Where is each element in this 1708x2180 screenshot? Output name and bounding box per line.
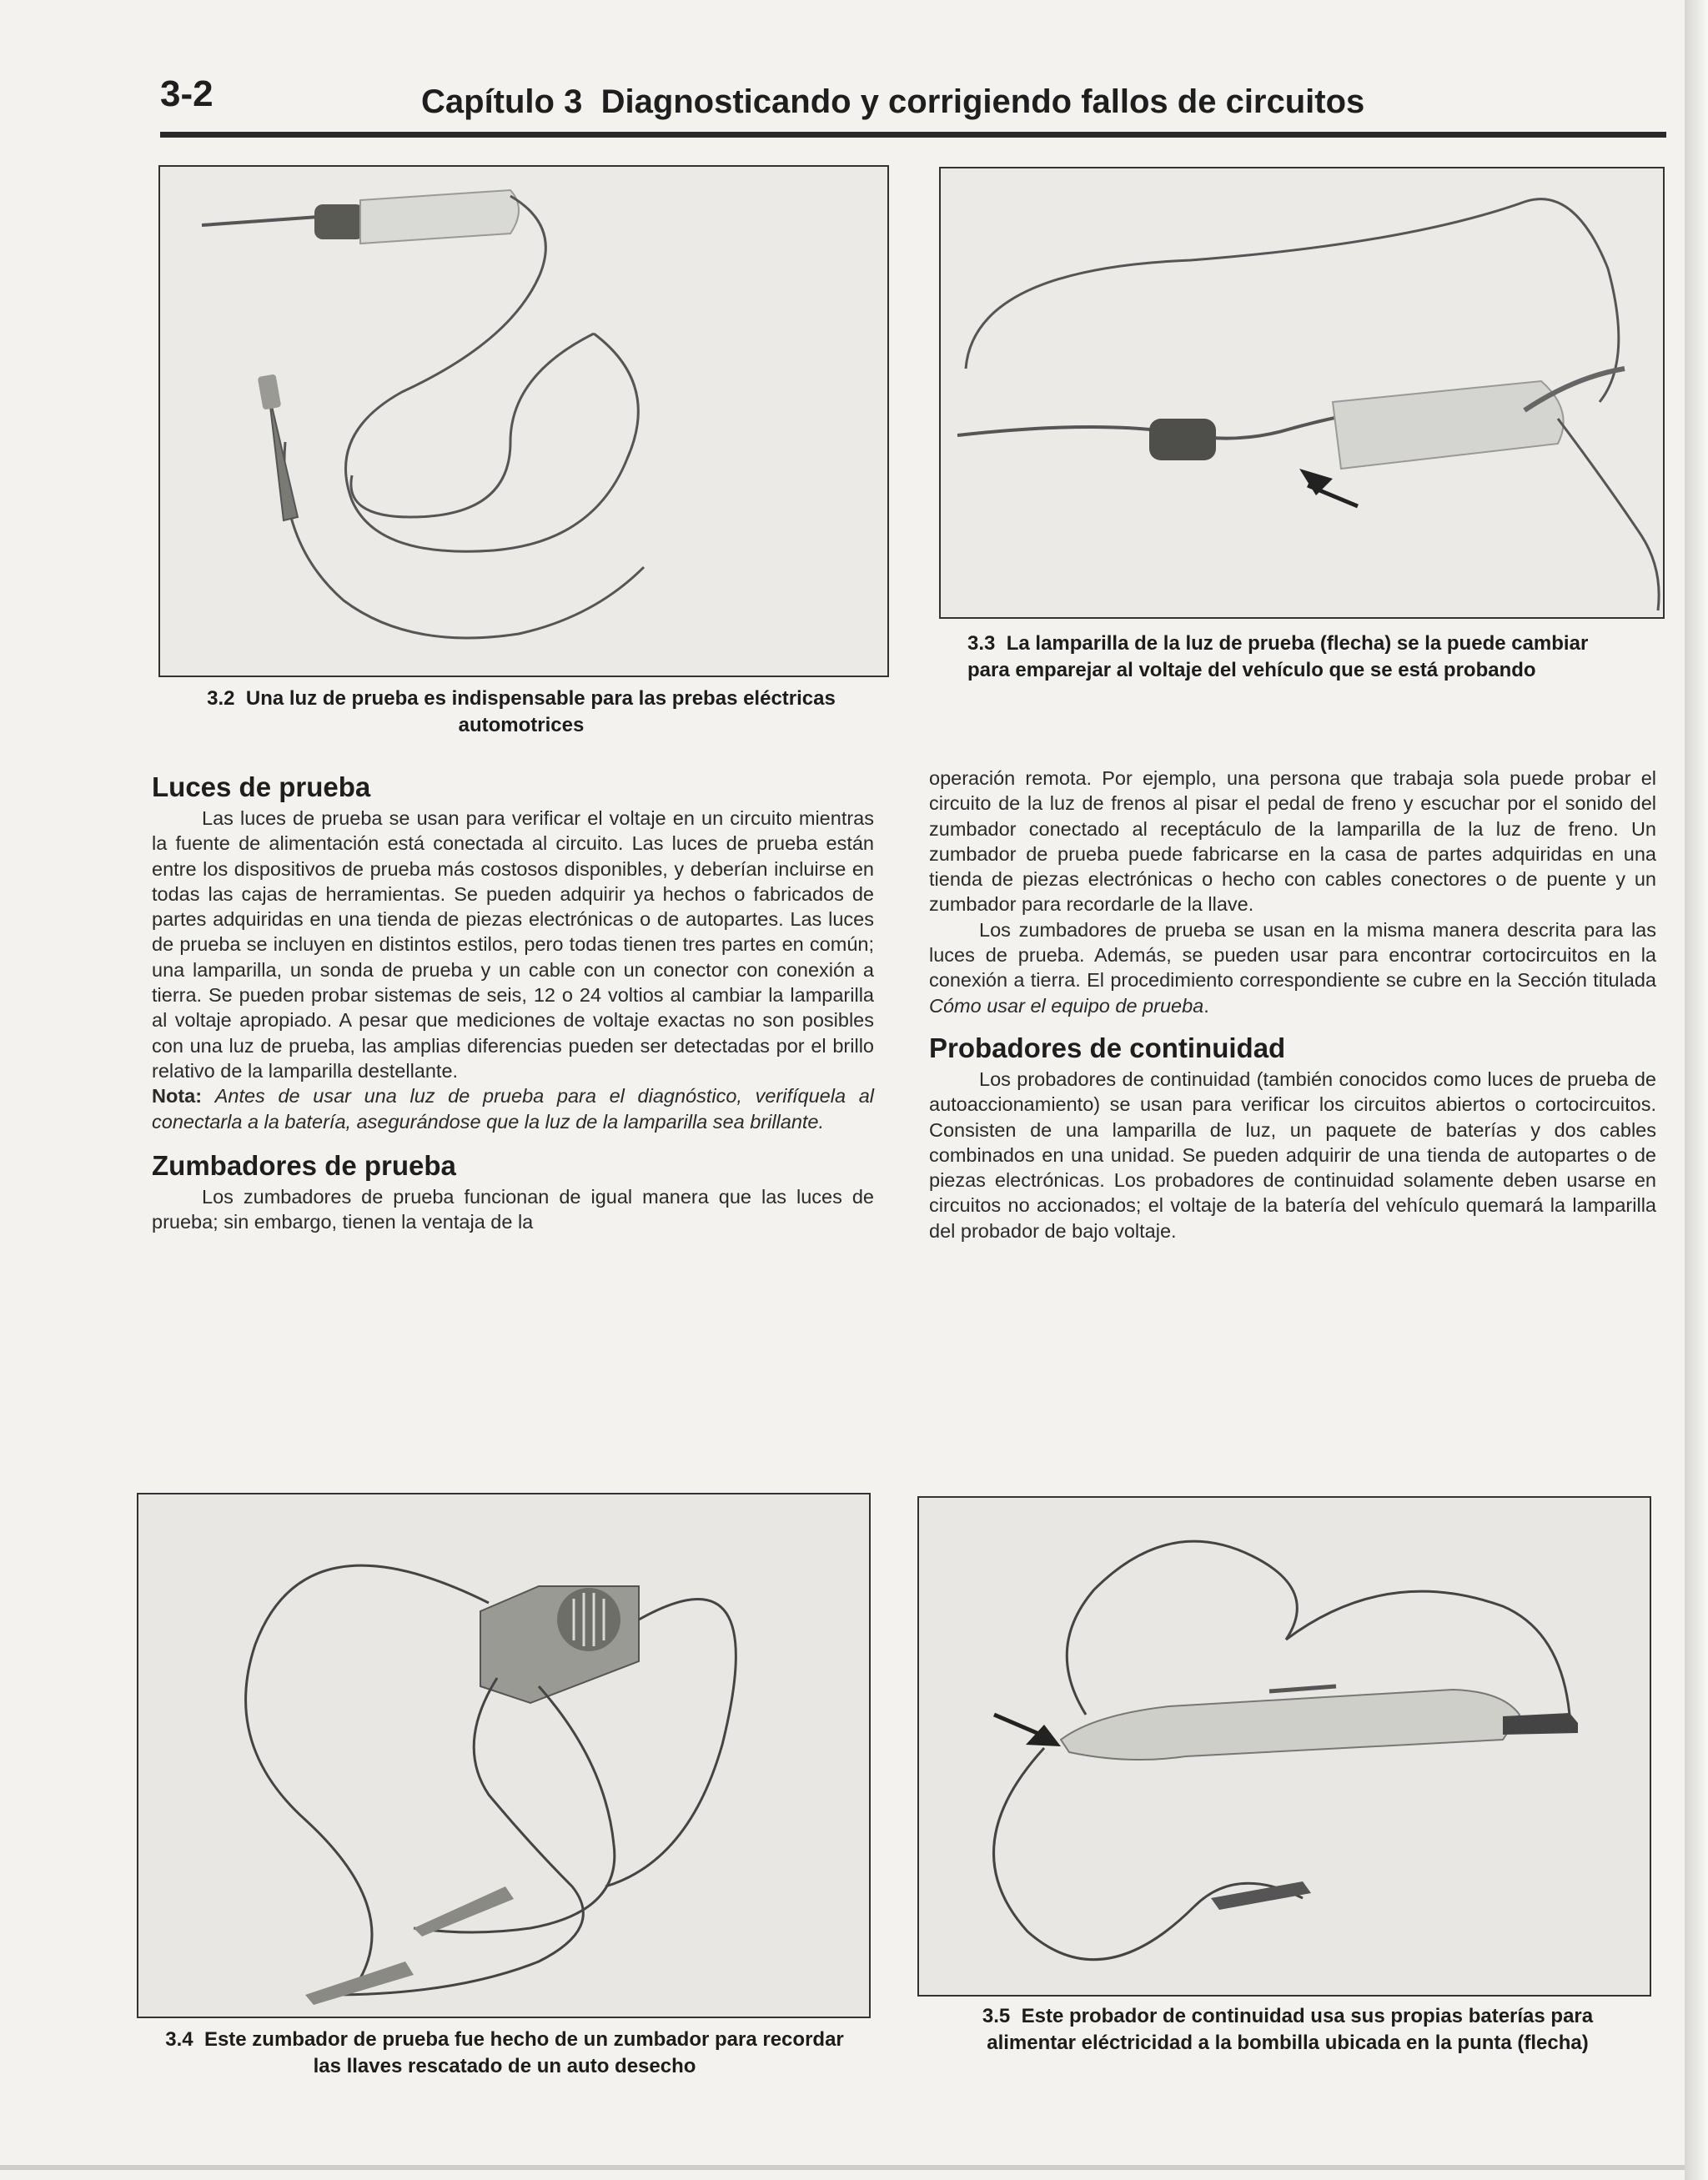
paragraph-text: Los zumbadores de prueba se usan en la misma manera descrita para las luces de prueba. Además, se pueden usar para encontrar cortocircuitos en la conexión a tierra. El procedimiento correspondiente se cubre en la Sección titulada	[929, 918, 1656, 992]
section-reference: Cómo usar el equipo de prueba	[929, 994, 1204, 1017]
test-buzzer-illustration	[138, 1494, 869, 2017]
caption-text: Una luz de prueba es indispensable para las prebas eléctricas automotrices	[245, 687, 836, 736]
page-number: 3-2	[160, 73, 214, 114]
figure-number: 3.3	[967, 632, 996, 655]
header-rule	[160, 132, 1666, 138]
figure-number: 3.2	[207, 687, 235, 710]
note-paragraph	[152, 1083, 874, 1134]
figure-3-5-caption	[939, 2003, 1636, 2057]
test-light-bulb-illustration	[941, 168, 1663, 617]
caption-text: La lamparilla de la luz de prueba (flecha) se la puede cambiar para emparejar al voltaje del vehículo que se está probando	[967, 632, 1589, 681]
page-bottom-shadow	[0, 2165, 1685, 2170]
paragraph	[929, 917, 1656, 1018]
figure-3-3-caption	[967, 630, 1635, 684]
figure-3-4-caption	[158, 2027, 851, 2080]
heading-probadores-de-continuidad: Probadores de continuidad	[929, 1032, 1286, 1063]
paragraph: Los zumbadores de prueba funcionan de igual manera que las luces de prueba; sin embargo, tienen la ventaja de la	[152, 1185, 874, 1233]
figure-3-5-photo	[917, 1496, 1651, 1997]
paragraph: Los probadores de continuidad (también conocidos como luces de prueba de autoaccionamiento) se usan para verificar los circuitos abiertos o cortocircuitos. Consisten de una lamparilla de luz, un paquete de baterías y dos cables combinados en una unidad. Se pueden adquirir de una tienda de autopartes o de piezas electrónicas. Los probadores de continuidad solamente deben usarse en circuitos no accionados; el voltaje de la batería del vehículo quemará la lamparilla del probador de bajo voltaje.	[929, 1067, 1656, 1242]
caption-text: Este zumbador de prueba fue hecho de un zumbador para recordar las llaves rescatado de un auto desecho	[203, 2028, 844, 2077]
note-label: Nota:	[152, 1085, 203, 1108]
heading-luces-de-prueba: Luces de prueba	[152, 771, 371, 802]
caption-text: Este probador de continuidad usa sus propias baterías para alimentar eléctricidad a la bombilla ubicada en la punta (flecha)	[987, 2005, 1594, 2054]
figure-number: 3.5	[982, 2005, 1011, 2027]
chapter-title: Capítulo 3 Diagnosticando y corrigiendo fallos de circuitos	[421, 83, 1365, 120]
figure-number: 3.4	[165, 2028, 193, 2051]
paragraph-end: .	[1203, 994, 1209, 1017]
figure-3-3-photo	[939, 167, 1665, 619]
continuity-tester-illustration	[919, 1498, 1650, 1995]
right-column	[929, 766, 1656, 1243]
note-text: Antes de usar una luz de prueba para el diagnóstico, verifíquela al conectarla a la batería, asegurándose que la luz de la lamparilla sea brillante.	[152, 1085, 874, 1133]
figure-3-4-photo	[137, 1493, 871, 2018]
left-column	[152, 769, 874, 1234]
figure-3-2-caption	[192, 686, 851, 739]
paragraph: Las luces de prueba se usan para verificar el voltaje en un circuito mientras la fuente de alimentación está conectada al circuito. Las luces de prueba están entre los dispositivos de prueba más costosos disponibles, y deberían incluirse en todas las cajas de herramientas. Se pueden adquirir ya hechos o fabricados de partes adquiridas en una tienda de piezas electrónicas o de autopartes. Las luces de prueba se incluyen en distintos estilos, pero todas tienen tres partes en común; una lamparilla, un sonda de prueba y un cable con un conector con conexión a tierra. Se pueden probar sistemas de seis, 12 o 24 voltios al cambiar la lamparilla al voltaje apropiado. A pesar que mediciones de voltaje exactas no son posibles con una luz de prueba, las amplias diferencias pueden ser detectadas por el brillo relativo de la lamparilla destellante.	[152, 807, 874, 1082]
book-page-edge	[1685, 0, 1708, 2180]
heading-zumbadores-de-prueba: Zumbadores de prueba	[152, 1149, 456, 1181]
paragraph: operación remota. Por ejemplo, una persona que trabaja sola puede probar el circuito de la luz de frenos al pisar el pedal de freno y escuchar por el sonido del zumbador conectado al receptáculo de la lamparilla de la luz de freno. Un zumbador de prueba puede fabricarse en la casa de partes adquiridas en una tienda de piezas electrónicas o hecho con cables conectores o de puente y un zumbador para recordarle de la llave.	[929, 767, 1656, 916]
figure-3-2-photo	[158, 165, 889, 677]
test-light-illustration	[160, 167, 887, 676]
